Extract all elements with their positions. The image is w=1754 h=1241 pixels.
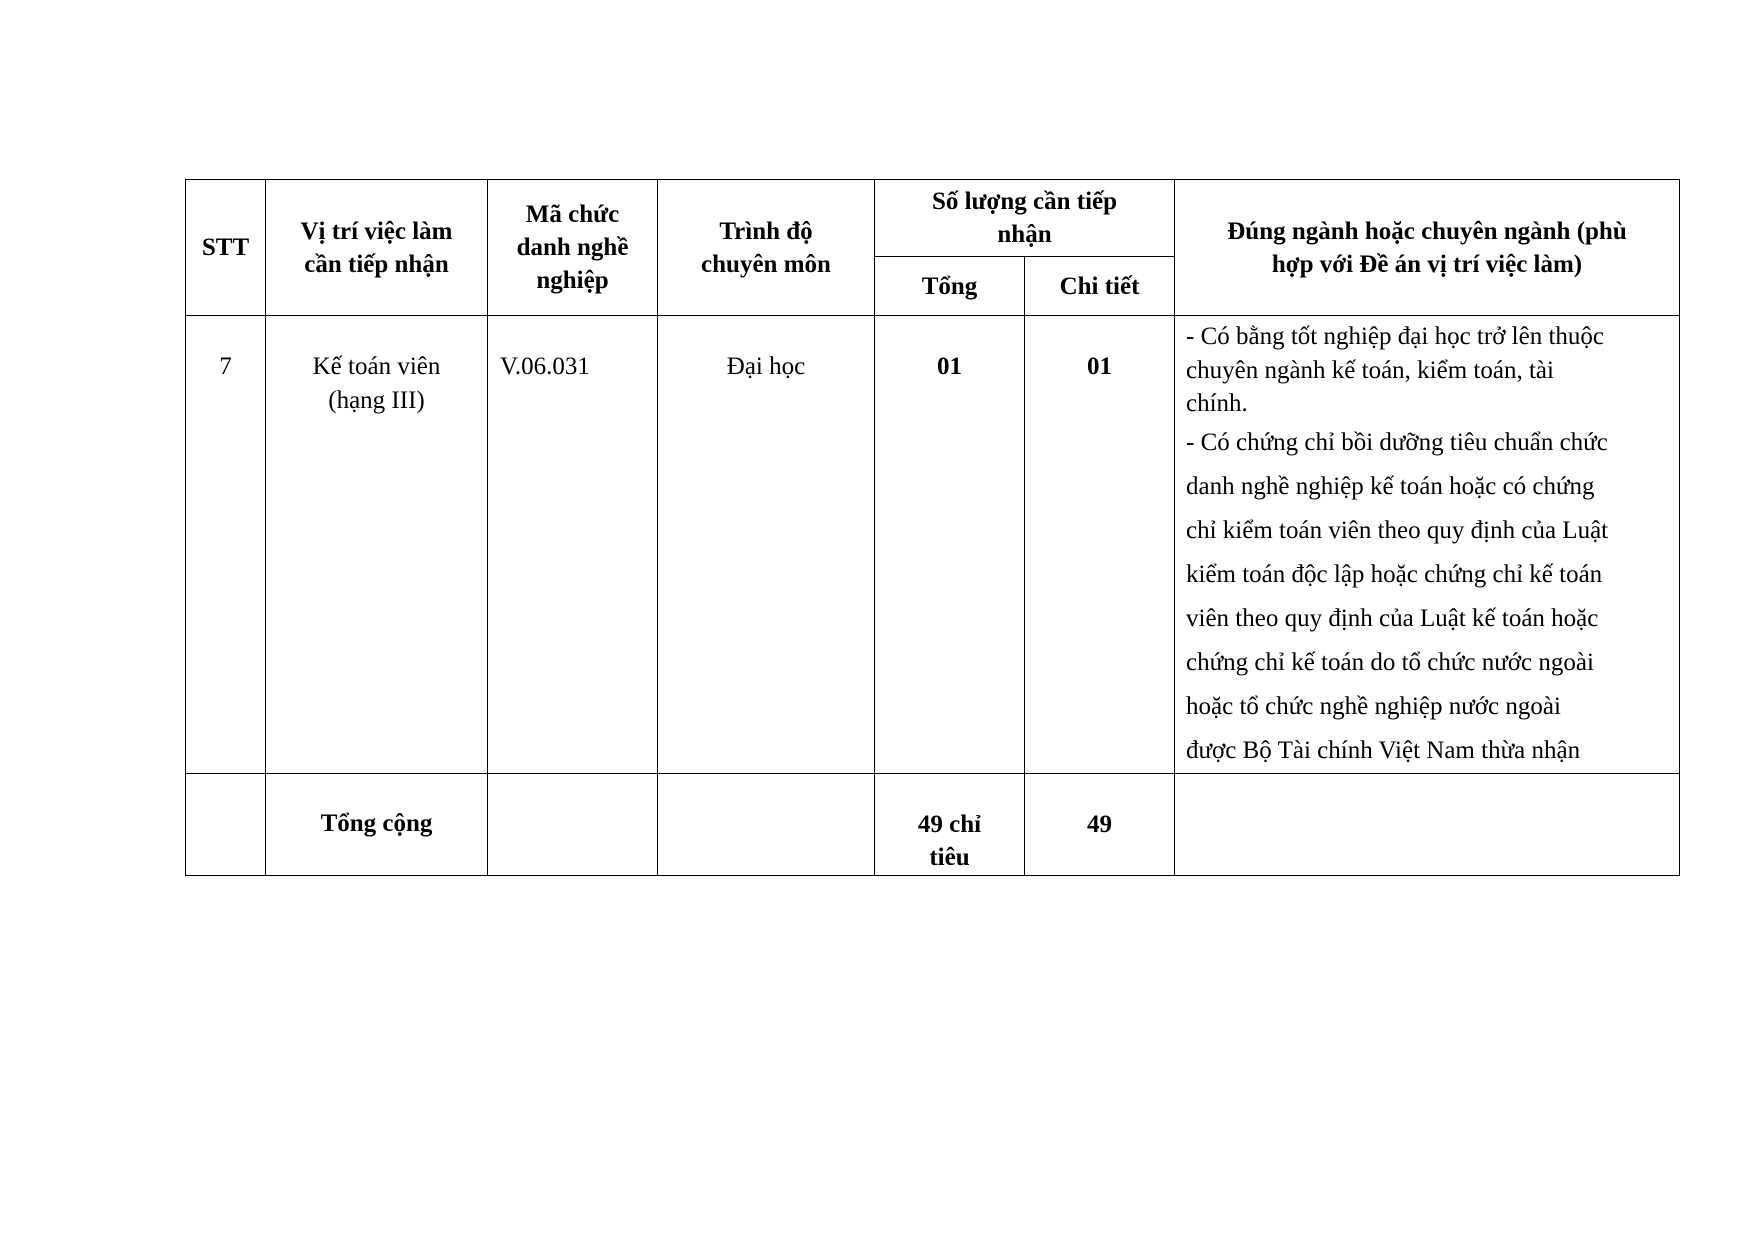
recruitment-table [185,179,1680,876]
header-level-line: Trình độ [719,217,813,245]
requirement-degree [1186,320,1668,421]
row-code: V.06.031 [488,316,658,774]
row-level: Đại học [658,316,875,774]
row-requirement [1175,316,1680,774]
header-stt: STT [186,180,266,316]
header-row [186,180,1680,257]
header-quantity-total: Tổng [875,257,1025,316]
requirement-line: - Có chứng chỉ bồi dưỡng tiêu chuẩn chức [1186,428,1608,456]
header-requirement-line: Đúng ngành hoặc chuyên ngành (phù [1227,217,1627,245]
requirement-line: chính. [1186,390,1248,417]
row-position [266,316,488,774]
header-code-line: danh nghề [516,234,629,261]
header-position-line: Vị trí việc làm [300,217,453,245]
total-code [488,773,658,875]
requirement-line: hoặc tổ chức nghề nghiệp nước ngoài [1186,692,1561,720]
header-quantity-group [875,180,1175,257]
row-detail: 01 [1025,316,1175,774]
total-requirement [1175,773,1680,875]
header-code-line: Mã chức [525,201,620,228]
requirement-line: danh nghề nghiệp kế toán hoặc có chứng [1186,472,1595,500]
requirement-line: viên theo quy định của Luật kế toán hoặc [1186,604,1599,632]
requirement-line: kiểm toán độc lập hoặc chứng chỉ kế toán [1186,560,1603,588]
total-row [186,773,1680,875]
header-level-line: chuyên môn [701,250,831,278]
total-stt [186,773,266,875]
table-row [186,316,1680,774]
total-quantity-line: tiêu [929,843,970,871]
total-detail: 49 [1025,773,1175,875]
requirement-line: được Bộ Tài chính Việt Nam thừa nhận [1186,736,1581,764]
requirement-line: chứng chỉ kế toán do tổ chức nước ngoài [1186,648,1594,676]
header-requirement-line: hợp với Đề án vị trí việc làm) [1271,250,1583,278]
row-position-line: (hạng III) [328,387,425,414]
header-code-line: nghiệp [536,267,609,294]
requirement-line: - Có bằng tốt nghiệp đại học trở lên thuộc [1186,323,1604,350]
header-requirement [1175,180,1680,316]
header-quantity-line: Số lượng cần tiếp [931,188,1118,215]
total-quantity-line: 49 chỉ [917,810,982,838]
header-quantity-detail: Chi tiết [1025,257,1175,316]
total-level [658,773,875,875]
requirement-line: chuyên ngành kế toán, kiểm toán, tài [1186,356,1554,384]
row-position-line: Kế toán viên [312,353,441,380]
header-position [266,180,488,316]
total-quantity [875,773,1025,875]
header-code [488,180,658,316]
total-label: Tổng cộng [266,773,488,875]
header-level [658,180,875,316]
requirement-certificate [1186,421,1668,773]
row-total: 01 [875,316,1025,774]
requirement-line: chỉ kiểm toán viên theo quy định của Luật [1186,516,1609,544]
row-stt: 7 [186,316,266,774]
header-position-line: cần tiếp nhận [304,250,449,278]
header-quantity-line: nhận [997,221,1052,248]
